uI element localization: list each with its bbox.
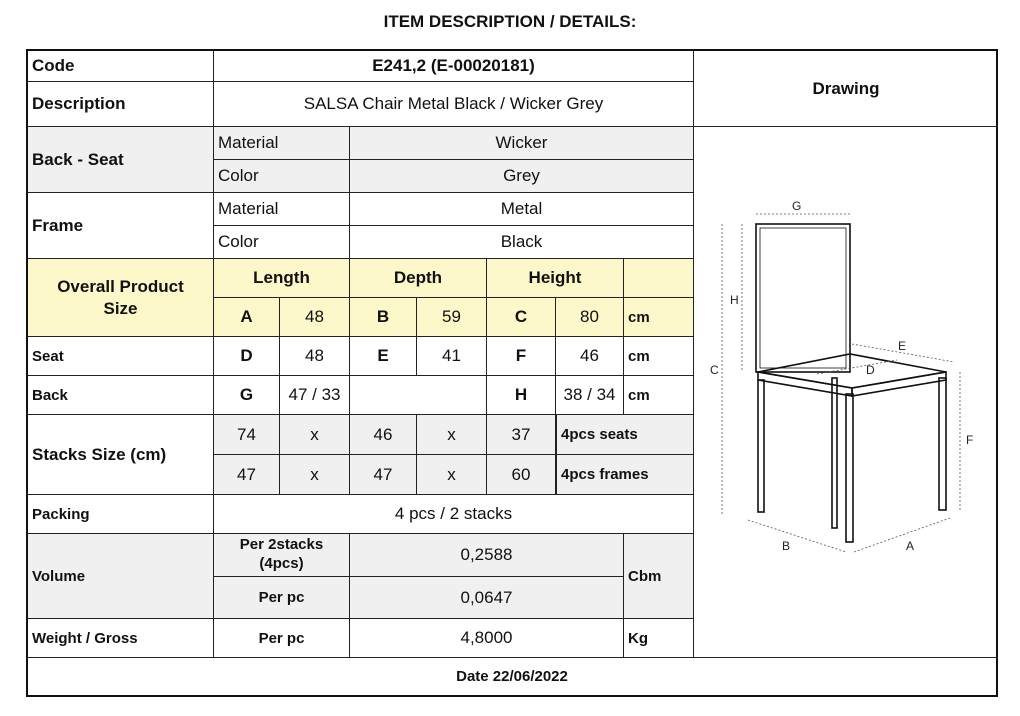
volume-unit: Cbm — [624, 534, 694, 619]
overall-size-label-line2: Size — [103, 298, 138, 318]
stacks-row1-x2: x — [417, 415, 487, 455]
packing-value: 4 pcs / 2 stacks — [214, 495, 694, 534]
stacks-row2-width: 47 — [350, 455, 417, 495]
seat-label: Seat — [28, 337, 214, 376]
frame-material-value: Metal — [350, 193, 694, 226]
overall-c-letter: C — [487, 298, 556, 337]
overall-a-value: 48 — [280, 298, 350, 337]
stacks-label: Stacks Size (cm) — [28, 415, 214, 495]
chair-leg-front-left — [758, 380, 764, 512]
drawing-label: Drawing — [694, 51, 998, 127]
back-seat-color-value: Grey — [350, 160, 694, 193]
dim-label-h: H — [730, 293, 739, 307]
chair-leg-front-right — [846, 394, 853, 542]
chair-leg-back-left — [832, 378, 837, 528]
length-header: Length — [214, 259, 350, 298]
frame-label: Frame — [28, 193, 214, 259]
weight-value: 4,8000 — [350, 619, 624, 658]
volume-per2-value: 0,2588 — [350, 534, 624, 577]
chair-leg-back-right — [939, 378, 946, 510]
chair-seat-front — [758, 372, 852, 396]
seat-d-letter: D — [214, 337, 280, 376]
height-header: Height — [487, 259, 624, 298]
stacks-row1-note: 4pcs seats — [556, 415, 694, 455]
overall-a-letter: A — [214, 298, 280, 337]
seat-d-value: 48 — [280, 337, 350, 376]
dim-label-e: E — [898, 339, 907, 353]
stacks-row1-x1: x — [280, 415, 350, 455]
code-value: E241,2 (E-00020181) — [214, 51, 694, 82]
dim-label-b: B — [782, 539, 791, 553]
back-g-letter: G — [214, 376, 280, 415]
packing-label: Packing — [28, 495, 214, 534]
description-label: Description — [28, 82, 214, 127]
dim-label-f: F — [966, 433, 974, 447]
stacks-row1-height: 37 — [487, 415, 556, 455]
back-seat-material-label: Material — [214, 127, 350, 160]
back-seat-color-label: Color — [214, 160, 350, 193]
chair-drawing-svg — [692, 126, 997, 606]
volume-perpc-label: Per pc — [214, 577, 350, 619]
volume-per2-line1: Per 2stacks — [239, 536, 324, 554]
dim-label-g: G — [792, 199, 802, 213]
back-h-letter: H — [487, 376, 556, 415]
dim-label-a: A — [906, 539, 915, 553]
overall-size-label — [28, 259, 214, 337]
stacks-row2-x2: x — [417, 455, 487, 495]
stacks-row2-height: 60 — [487, 455, 556, 495]
weight-label: Weight / Gross — [28, 619, 214, 658]
weight-unit: Kg — [624, 619, 694, 658]
stacks-row1-width: 46 — [350, 415, 417, 455]
back-h-value: 38 / 34 — [556, 376, 624, 415]
dim-label-c: C — [710, 363, 719, 377]
chair-backrest — [756, 224, 850, 372]
dim-line-a — [854, 518, 950, 552]
volume-per2-label — [214, 534, 350, 577]
chair-drawing — [692, 126, 997, 656]
dim-label-d: D — [866, 363, 875, 377]
frame-color-value: Black — [350, 226, 694, 259]
back-seat-label: Back - Seat — [28, 127, 214, 193]
page-title: ITEM DESCRIPTION / DETAILS: — [383, 12, 637, 31]
overall-c-value: 80 — [556, 298, 624, 337]
overall-size-label-line1: Overall Product — [57, 277, 184, 297]
frame-material-label: Material — [214, 193, 350, 226]
volume-per2-line2: (4pcs) — [259, 555, 304, 572]
code-label: Code — [28, 51, 214, 82]
back-seat-material-value: Wicker — [350, 127, 694, 160]
seat-unit: cm — [624, 337, 694, 376]
seat-f-value: 46 — [556, 337, 624, 376]
overall-b-letter: B — [350, 298, 417, 337]
back-g-value: 47 / 33 — [280, 376, 350, 415]
seat-e-letter: E — [350, 337, 417, 376]
back-empty-cell — [350, 376, 487, 415]
stacks-row2-x1: x — [280, 455, 350, 495]
stacks-row1-length: 74 — [214, 415, 280, 455]
back-label: Back — [28, 376, 214, 415]
chair-backrest-inner — [760, 228, 846, 368]
seat-e-value: 41 — [417, 337, 487, 376]
volume-perpc-value: 0,0647 — [350, 577, 624, 619]
volume-label: Volume — [28, 534, 214, 619]
dim-line-d — [817, 360, 897, 374]
frame-color-label: Color — [214, 226, 350, 259]
back-unit: cm — [624, 376, 694, 415]
overall-b-value: 59 — [417, 298, 487, 337]
overall-unit: cm — [624, 298, 694, 337]
date: Date 22/06/2022 — [456, 668, 568, 685]
description-value: SALSA Chair Metal Black / Wicker Grey — [214, 82, 694, 127]
chair-seat-top — [758, 354, 946, 388]
weight-per-label: Per pc — [214, 619, 350, 658]
stacks-row2-length: 47 — [214, 455, 280, 495]
depth-header: Depth — [350, 259, 487, 298]
seat-f-letter: F — [487, 337, 556, 376]
overall-unit-header — [624, 259, 694, 298]
stacks-row2-note: 4pcs frames — [556, 455, 694, 495]
